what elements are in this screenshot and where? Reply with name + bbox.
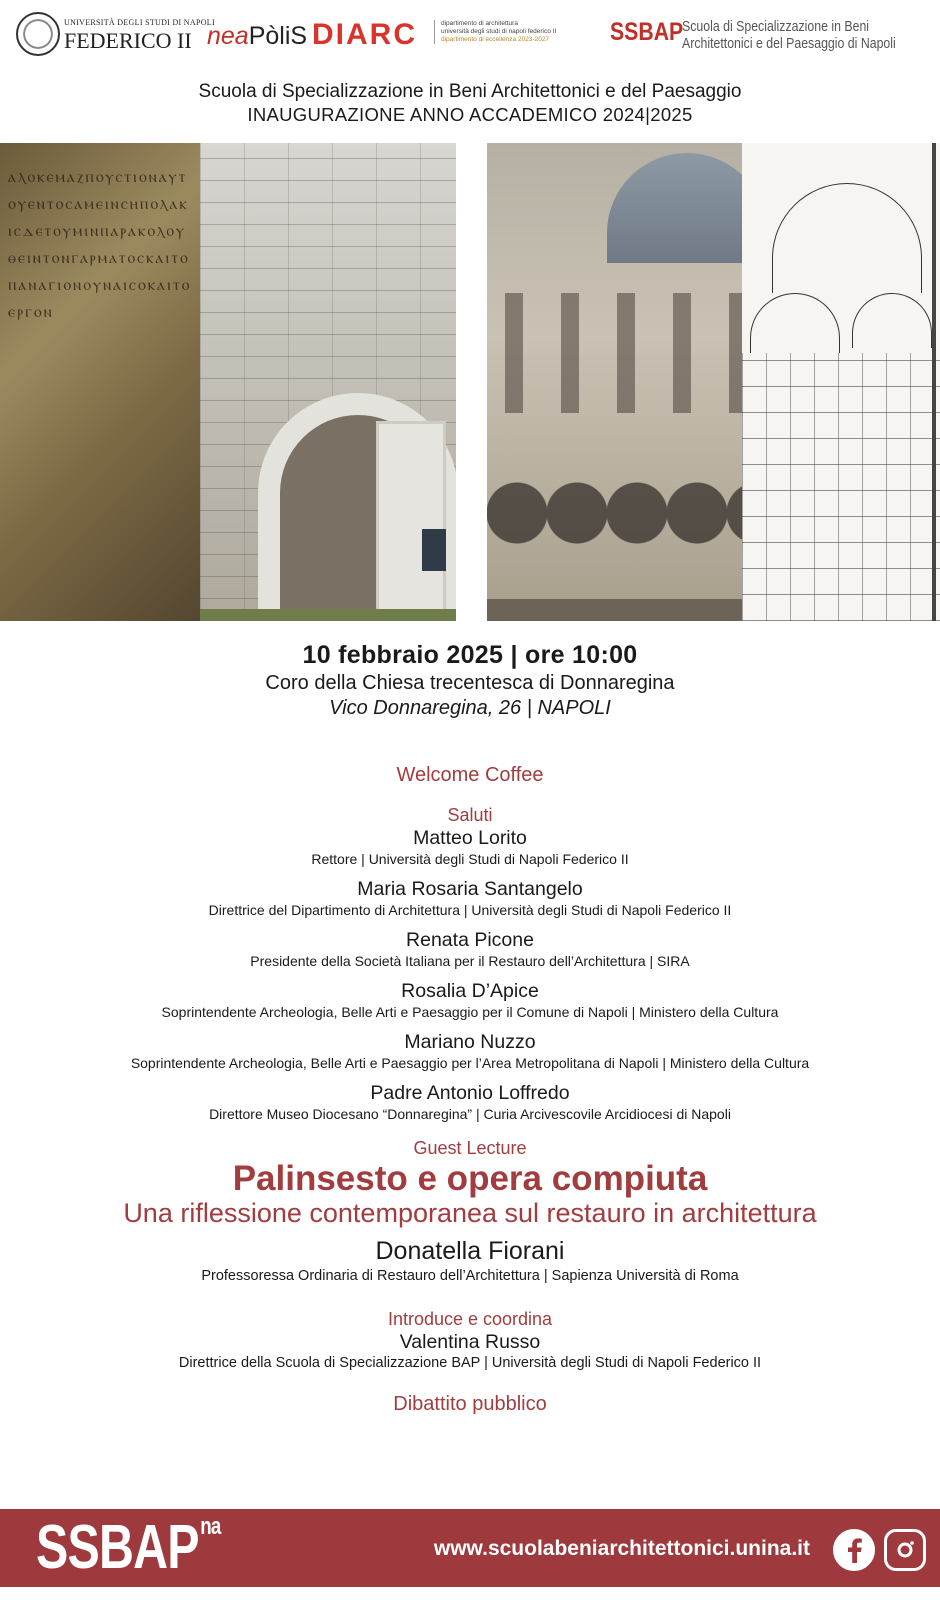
diarc-line-3: dipartimento di eccellenza 2023-2027 <box>441 36 550 43</box>
architecture-collage <box>0 143 940 621</box>
mosque-courtyard-image <box>487 143 742 621</box>
programme <box>0 762 940 1417</box>
event-address: Vico Donnaregina, 26 | NAPOLI <box>329 697 611 719</box>
facebook-icon[interactable] <box>833 1529 875 1571</box>
event-title: INAUGURAZIONE ANNO ACCADEMICO 2024|2025 <box>247 104 693 125</box>
speaker-name: Maria Rosaria Santangelo <box>357 878 583 900</box>
footer-logo-sup: na <box>200 1513 221 1540</box>
lecturer-name: Donatella Fiorani <box>375 1237 565 1265</box>
diarc-logo: DIARC <box>312 18 417 51</box>
mosque-elevation-drawing <box>742 143 940 621</box>
diarc-line-1: dipartimento di architettura <box>441 20 518 27</box>
saluti-heading: Saluti <box>447 805 493 825</box>
federico-logo-name: FEDERICO II <box>64 28 192 53</box>
instagram-icon[interactable] <box>884 1529 926 1571</box>
byzantine-wall-image <box>200 143 456 621</box>
university-seal-icon <box>16 12 60 56</box>
website-link[interactable]: www.scuolabeniarchitettonici.unina.it <box>433 1537 810 1560</box>
logo-bar <box>0 8 940 66</box>
neapolis-logo <box>207 22 307 51</box>
speaker-name: Mariano Nuzzo <box>404 1031 536 1053</box>
footer-logo-text: SSBAP <box>36 1513 199 1582</box>
moderator-name: Valentina Russo <box>399 1331 541 1353</box>
manuscript-palimpsest-image: ⲁⲗⲟⲕⲉⲙⲁⲍⲡⲟⲩⲥⲧⲓⲟⲛⲁⲩⲧⲟⲩⲉⲛⲧⲟⲥⲁⲙⲉⲓⲛⲥⲏⲡⲟⲗⲁⲕⲓⲥⲇⲉⲧⲟⲩⲙⲓⲛⲡⲁⲣⲁⲕⲟⲗⲟⲩⲑⲉⲓⲛⲧⲟⲛⲅⲁⲣⲙⲁⲧⲟⲥⲕⲁⲓⲧⲟⲡⲁⲛⲁⲅⲓⲟⲛⲟⲩⲛⲁⲓⲥⲟⲕⲁⲓⲧⲟⲉⲣⲅⲟⲛ <box>0 143 200 621</box>
speaker-role: Presidente della Società Italiana per il Restauro dell’Architettura | SIRA <box>250 953 690 969</box>
federico-ii-logo <box>16 12 215 58</box>
diarc-line-2: università degli studi di napoli federico II <box>441 28 557 35</box>
speaker-role: Rettore | Università degli Studi di Napoli Federico II <box>311 851 629 867</box>
federico-logo-top: UNIVERSITÀ DEGLI STUDI DI NAPOLI <box>64 18 215 27</box>
collage-gap <box>456 143 478 621</box>
ssbap-line-2: Architettonici e del Paesaggio di Napoli <box>682 36 896 52</box>
moderator-role: Direttrice della Scuola di Specializzazione BAP | Università degli Studi di Napoli Federico II <box>178 1355 762 1371</box>
introduce-heading: Introduce e coordina <box>387 1309 553 1329</box>
ssbap-line-1: Scuola di Specializzazione in Beni <box>682 19 870 35</box>
public-debate: Dibattito pubblico <box>393 1393 547 1415</box>
header <box>0 80 940 126</box>
event-venue: Coro della Chiesa trecentesca di Donnaregina <box>265 672 675 694</box>
ssbap-logo: SSBAP <box>610 18 684 46</box>
speaker-name: Rosalia D’Apice <box>401 980 539 1002</box>
speaker-role: Soprintendente Archeologia, Belle Arti e Paesaggio per l’Area Metropolitana di Napoli | Ministero della Cultura <box>130 1055 810 1071</box>
speaker-role: Direttrice del Dipartimento di Architettura | Università degli Studi di Napoli Federico II <box>208 902 732 918</box>
footer-ssbap-logo <box>36 1513 221 1583</box>
ssbap-logo-subtitle <box>682 19 896 53</box>
event-datetime: 10 febbraio 2025 | ore 10:00 <box>302 641 638 669</box>
school-name: Scuola di Specializzazione in Beni Architettonici e del Paesaggio <box>198 81 742 102</box>
saluti-list <box>0 826 940 1123</box>
speaker-name: Matteo Lorito <box>413 827 527 849</box>
neapolis-logo-part2: PòliS <box>248 22 308 50</box>
event-info <box>0 640 940 721</box>
speaker-role: Direttore Museo Diocesano “Donnaregina” | Curia Arcivescovile Arcidiocesi di Napoli <box>209 1106 731 1122</box>
speaker-name: Padre Antonio Loffredo <box>370 1082 570 1104</box>
lecture-title: Palinsesto e opera compiuta <box>232 1159 708 1198</box>
lecturer-role: Professoressa Ordinaria di Restauro dell’Architettura | Sapienza Università di Roma <box>201 1268 739 1284</box>
lecture-subtitle: Una riflessione contemporanea sul restauro in architettura <box>123 1198 817 1228</box>
welcome-coffee: Welcome Coffee <box>396 764 544 786</box>
diarc-logo-subtitle <box>434 20 602 44</box>
footer <box>0 1509 940 1587</box>
guest-lecture-heading: Guest Lecture <box>413 1138 527 1158</box>
speaker-role: Soprintendente Archeologia, Belle Arti e Paesaggio per il Comune di Napoli | Ministero della Cultura <box>161 1004 779 1020</box>
neapolis-logo-part1: nea <box>207 22 249 50</box>
speaker-name: Renata Picone <box>406 929 534 951</box>
